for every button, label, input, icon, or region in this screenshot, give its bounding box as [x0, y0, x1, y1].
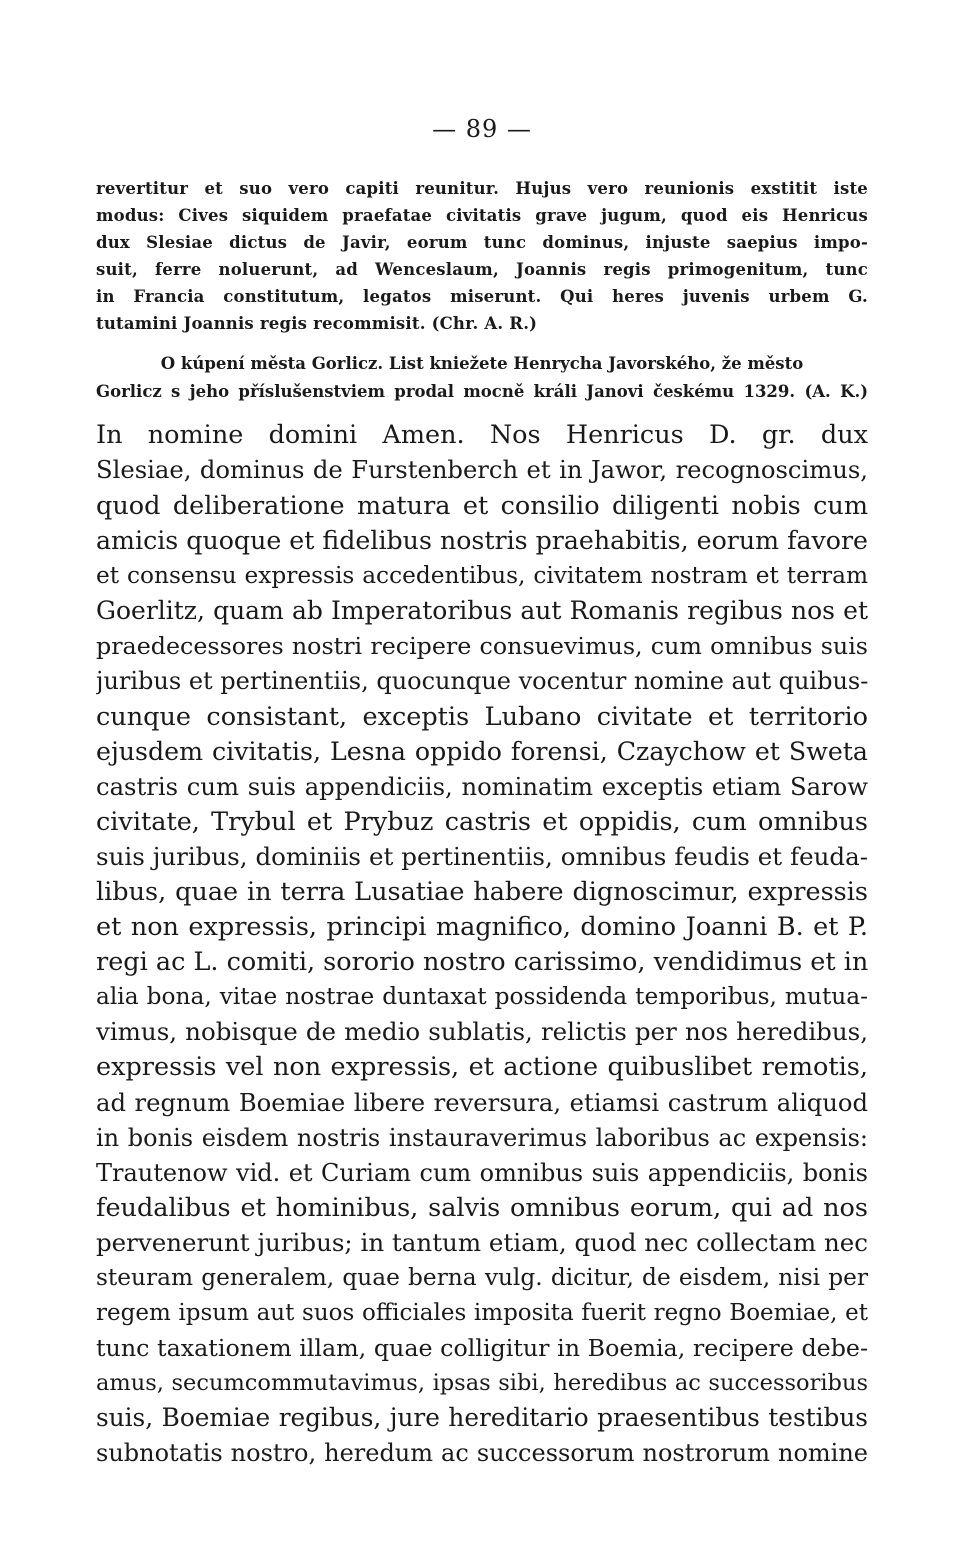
body-line: steuram generalem, quae berna vulg. dicitur, de eisdem, nisi per	[96, 1264, 868, 1291]
body-line: libus, quae in terra Lusatiae habere dignoscimur, expressis	[96, 877, 868, 907]
body-line: juribus et pertinentiis, quocunque vocentur nomine aut quibus-	[96, 667, 868, 695]
body-line: Goerlitz, quam ab Imperatoribus aut Romanis regibus nos et	[96, 596, 868, 625]
section-heading-line: O kúpení města Gorlicz. List kniežete Henrycha Javorského, že město	[160, 354, 804, 373]
body-line: quod deliberatione matura et consilio diligenti nobis cum	[96, 491, 868, 521]
body-line: In nomine domini Amen. Nos Henricus D. gr. dux	[96, 420, 868, 450]
body-line: cunque consistant, exceptis Lubano civitate et territorio	[96, 702, 868, 732]
body-line: feudalibus et hominibus, salvis omnibus eorum, qui ad nos	[96, 1193, 868, 1223]
body-line: expressis vel non expressis, et actione quibuslibet remotis,	[96, 1052, 868, 1082]
intro-line: suit, ferre noluerunt, ad Wenceslaum, Joannis regis primogenitum, tunc	[96, 260, 868, 279]
body-line: ejusdem civitatis, Lesna oppido forensi, Czaychow et Sweta	[96, 737, 868, 766]
page-number: — 89 —	[432, 115, 532, 143]
body-line: Trautenow vid. et Curiam cum omnibus suis appendiciis, bonis	[96, 1159, 868, 1187]
body-line: civitate, Trybul et Prybuz castris et oppidis, cum omnibus	[96, 807, 868, 837]
body-line: subnotatis nostro, heredum ac successorum nostrorum nomine	[96, 1439, 868, 1467]
intro-line: revertitur et suo vero capiti reunitur. Hujus vero reunionis exstitit iste	[96, 179, 868, 198]
body-line: et non expressis, principi magnifico, domino Joanni B. et P.	[96, 912, 868, 942]
body-line: et consensu expressis accedentibus, civitatem nostram et terram	[96, 562, 868, 589]
intro-line: modus: Cives siquidem praefatae civitatis grave jugum, quod eis Henricus	[96, 206, 868, 225]
document-page	[96, 0, 868, 1554]
body-line: amus, secumcommutavimus, ipsas sibi, heredibus ac successoribus	[96, 1370, 868, 1396]
intro-line: dux Slesiae dictus de Javir, eorum tunc dominus, injuste saepius impo-	[96, 233, 868, 252]
body-line: tunc taxationem illam, quae colligitur in Boemia, recipere debe-	[96, 1334, 868, 1362]
body-line: Slesiae, dominus de Furstenberch et in Jawor, recognoscimus,	[96, 455, 868, 484]
body-line: alia bona, vitae nostrae duntaxat possidenda temporibus, mutua-	[96, 983, 868, 1010]
body-line: regi ac L. comiti, sororio nostro carissimo, vendidimus et in	[96, 947, 868, 977]
body-line: regem ipsum aut suos officiales imposita fuerit regno Boemiae, et	[96, 1300, 868, 1326]
body-line: suis juribus, dominiis et pertinentiis, omnibus feudis et feuda-	[96, 842, 868, 871]
body-line: in bonis eisdem nostris instauraverimus laboribus ac expensis:	[96, 1124, 868, 1152]
body-line: amicis quoque et fidelibus nostris praehabitis, eorum favore	[96, 526, 868, 555]
body-line: pervenerunt juribus; in tantum etiam, quod nec collectam nec	[96, 1228, 868, 1257]
body-line: praedecessores nostri recipere consuevimus, cum omnibus suis	[96, 632, 868, 660]
intro-line: tutamini Joannis regis recommisit. (Chr. A. R.)	[96, 314, 538, 333]
body-line: castris cum suis appendiciis, nominatim exceptis etiam Sarow	[96, 772, 868, 801]
intro-line: in Francia constitutum, legatos miserunt. Qui heres juvenis urbem G.	[96, 287, 868, 306]
body-line: ad regnum Boemiae libere reversura, etiamsi castrum aliquod	[96, 1088, 868, 1117]
section-heading-line: Gorlicz s jeho příslušenstviem prodal mocně králi Janovi českému 1329. (A. K.)	[96, 382, 868, 401]
body-line: vimus, nobisque de medio sublatis, relictis per nos heredibus,	[96, 1017, 868, 1046]
body-line: suis, Boemiae regibus, jure hereditario praesentibus testibus	[96, 1403, 868, 1432]
